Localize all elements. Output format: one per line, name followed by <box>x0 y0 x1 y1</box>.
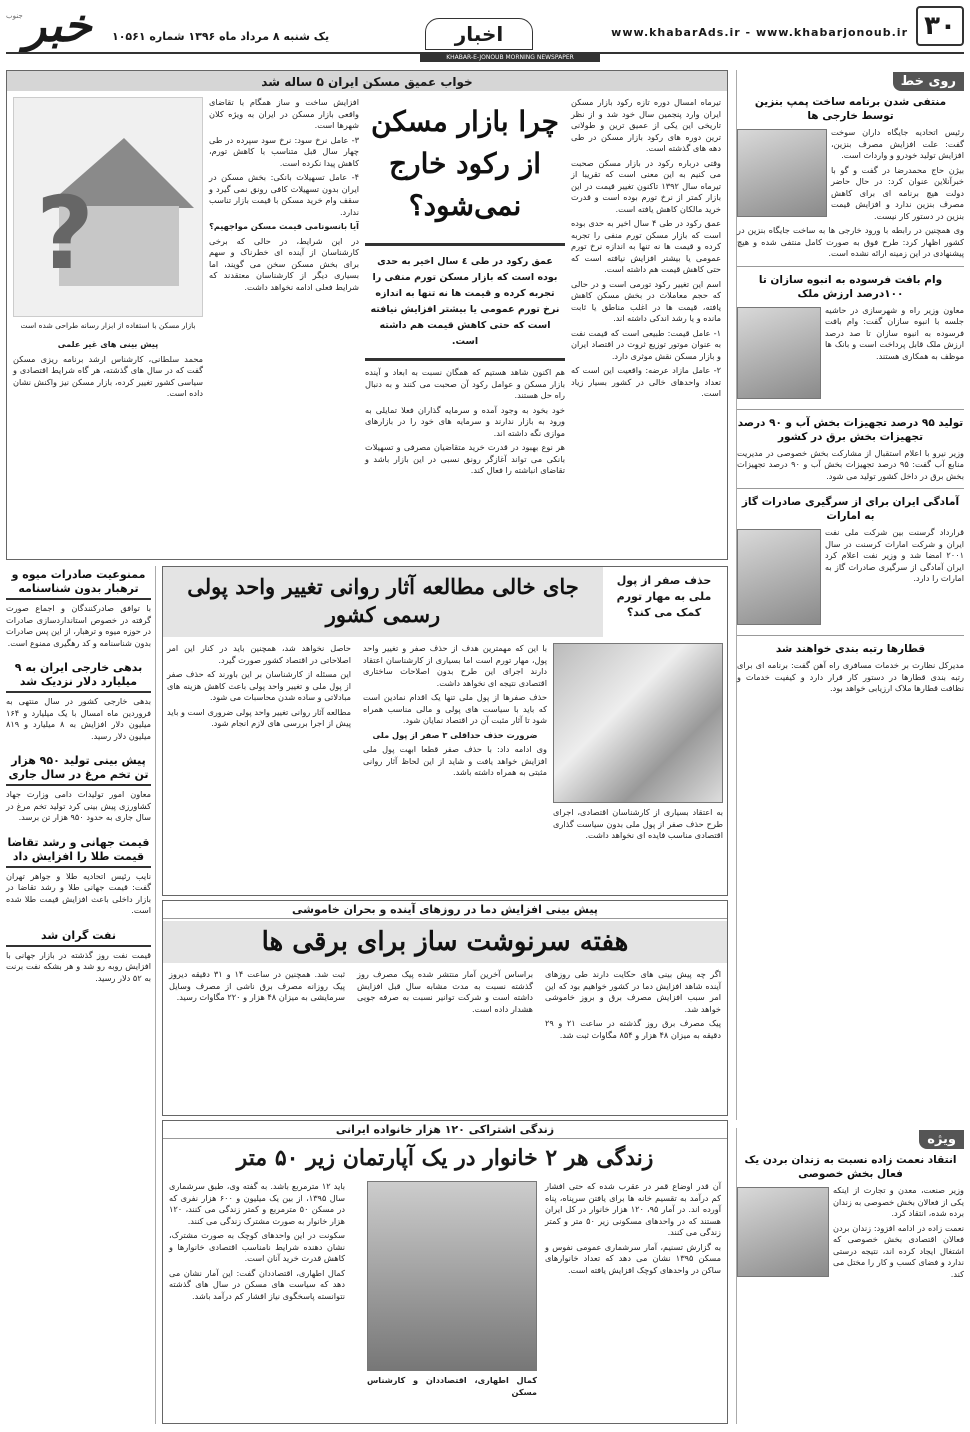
feature-col3 <box>209 97 359 296</box>
sidebar-bottom-label: ویژه <box>919 1130 964 1149</box>
sidebar-body-6: قرارداد گرسنت بین شرکت ملی نفت ایران و شرکت امارات کرسنت در سال ۲۰۰۱ امضا شد و وزیر نفت اعلام کرد ایران آمادگی از سرگیری صادرات گاز به امارات را دارد. <box>825 527 964 583</box>
feature-col1 <box>571 97 721 403</box>
paragraph: ضرورت حذف حداقلی ۳ صفر از پول ملی <box>372 729 538 740</box>
news-left-title-3: پیش بینی تولید ۹۵۰ هزار تن تخم مرغ در سال جاری <box>6 752 151 786</box>
paragraph: حاصل نخواهد شد، همچنین باید در کنار این امر اصلاحاتی در اقتصاد کشور صورت گیرد. <box>167 643 351 665</box>
section-tab <box>425 18 533 50</box>
electricity-col1 <box>545 969 721 1044</box>
sidebar-label: روی خط <box>893 72 964 91</box>
logo <box>6 0 106 56</box>
minister-photo-3 <box>737 529 821 625</box>
logo-sub: جنوب <box>6 12 23 20</box>
sidebar-bottom <box>736 1128 964 1424</box>
paragraph: ۴- عامل تسهیلات بانکی: بخش مسکن در ایران بدون تسهیلات کافی رونق نمی گیرد و سقف وام خرید مسکن با قیمت بازار تناسب ندارد. <box>209 172 359 217</box>
sidebar-body-7: مدیرکل نظارت بر خدمات مسافری راه آهن گفت: برنامه ای برای رتبه بندی قطارها در دستور کار قرار دارد و کیفیت خدمات و نظافت قطارها ملاک ارزیابی خواهد بود. <box>737 660 964 693</box>
feature-kicker-bar <box>7 71 727 91</box>
paragraph: براساس آخرین آمار منتشر شده پیک مصرف روز گذشته نسبت به مدت مشابه سال قبل افزایش داشته است و شرکت توانیر نسبت به صرفه جویی هشدار داده است. <box>357 969 533 1014</box>
paragraph: عمق رکود در طی ۴ سال اخیر به حدی بوده است که بازار مسکن تورم منفی را تجربه کرده و قیمت ها نه تنها به اندازه نرخ تورم عمومی یا بیشتر افزایش نیافته است که حتی کاهش قیمت هم داشته است. <box>571 218 721 274</box>
paragraph: سکونت در این واحدهای کوچک به صورت مشترک، نشان دهنده شرایط نامناسب اقتصادی خانوارها و کاهش قدرت خرید آنان است. <box>169 1230 345 1263</box>
paragraph: هم اکنون شاهد هستیم که همگان نسبت به ابعاد و آینده بازار مسکن و عوامل رکود آن صحبت می کنند و به دنبال راه حل هستند. <box>365 367 565 400</box>
news-left-body-5: قیمت نفت روز گذشته در بازار جهانی با افزایش روبه رو شد و هر بشکه نفت برنت به ۵۲ دلار رسید. <box>6 949 151 983</box>
currency-title: جای خالی مطالعه آثار روانی تغییر واحد پولی رسمی کشور <box>187 574 579 627</box>
news-left-body-3: معاون امور تولیدات دامی وزارت جهاد کشاورزی پیش بینی کرد تولید تخم مرغ در سال جاری به حدود ۹۵۰ هزار تن برسد. <box>6 789 151 822</box>
news-left-body-1: با توافق صادرکنندگان و اجماع صورت گرفته در خصوص استانداردسازی صادرات در حوزه میوه و ترهبار، از این پس صادرات بدون شناسنامه و کد رهگیری ممنوع است. <box>6 603 151 648</box>
currency-subtitle: حذف صفر از پول ملی به مهار تورم کمک می کند؟ <box>616 574 712 619</box>
feature-pullquote: عمق رکود در طی ٤ سال اخیر به حدی بوده است که بازار مسکن تورم منفی را تجربه کرده و قیمت ها نه تنها به اندازه نرخ تورم عمومی یا بیشتر افزایش نیافته است که حتی کاهش قیمت هم داشته است. <box>365 243 565 361</box>
shared-housing-col1 <box>545 1181 721 1279</box>
paragraph: آیا بانسونامی قیمت مسکن مواجهیم؟ <box>209 221 359 231</box>
sidebar-body-2: بیژن حاج محمدرضا در گفت و گو با خبرآنلاین عنوان کرد: در حال حاضر دولت هیچ برنامه ای برای کاهش مصرف بنزین ندارد و افزایش قیمت بنزین در دستور کار نیست. <box>831 164 964 221</box>
english-name: KHABAR-E-JONOUB MORNING NEWSPAPER <box>446 54 574 61</box>
electricity-col3 <box>169 969 345 1007</box>
news-left-title-5: نفت گران شد <box>6 927 151 947</box>
sidebar-body-1: رئیس اتحادیه جایگاه داران سوخت گفت: علت افزایش مصرف بنزین، افزایش تولید خودرو و واردات است. <box>831 127 964 160</box>
feature-title: چرا بازار مسکن از رکود خارج نمی‌شود؟ <box>371 105 559 222</box>
shared-housing-col3 <box>169 1181 345 1305</box>
paragraph: آن قدر اوضاع قمر در عقرب شده که حتی افشار کم درآمد به تقسیم خانه ها برای یافتن سرپناه، پناه آورده اند. در آمار ۹۵، ۱۲۰ هزار خانوار در کل ایران هستند که در واحدهای مسکونی زیر ۵۰ متر و کمتر زندگی می کنند. <box>545 1181 721 1237</box>
athari-photo <box>367 1181 537 1371</box>
sidebar-headline-2: وام بافت فرسوده به انبوه سازان تا ۱۰۰درصد ارزش ملک <box>758 273 943 300</box>
sidebar-top <box>736 70 964 1120</box>
house-question-photo <box>13 97 203 317</box>
news-left-body-4: نایب رئیس اتحادیه طلا و جواهر تهران گفت: قیمت جهانی طلا و رشد تقاضا در بازار داخلی باعث افزایش قیمت طلا شده است. <box>6 870 151 915</box>
sidebar-bottom-body-1: وزیر صنعت، معدن و تجارت از اینکه یکی از فعالان بخش خصوصی به زندان برده شده، انتقاد کرد. <box>833 1185 964 1218</box>
page-number: ۳۰ <box>924 11 956 41</box>
shared-housing-kicker: زندگی اشتراکی ۱۲۰ هزار خانواده ایرانی <box>163 1121 727 1139</box>
svg-text:?: ? <box>35 175 94 292</box>
feature-kicker: خواب عمیق مسکن ایران ۵ ساله شد <box>261 75 473 89</box>
minister-photo-2 <box>737 307 821 399</box>
news-left-body-2: بدهی خارجی کشور در سال منتهی به فروردین ماه امسال با یک میلیارد و ۱۶۴ میلیون دلار افزایش به ۸ میلیارد و ۸۱۹ میلیون دلار رسید. <box>6 696 151 741</box>
paragraph: کمال اطهاری، اقتصاددان گفت: این آمار نشان می دهد که سیاست های مسکن در سال های گذشته نتوانسته پاسخگوی نیاز اقشار کم درآمد باشد. <box>169 1267 345 1301</box>
sidebar-headline-4: آمادگی ایران برای از سرگیری صادرات گاز به امارات <box>741 496 960 522</box>
paragraph: این مسئله از کارشناسان بر این باورند که حذف صفر از پول ملی و تغییر واحد پولی باعث کاهش هزینه های مبادلاتی و ساده شدن محاسبات می شود. <box>167 669 351 702</box>
paragraph: وقتی درباره رکود در بازار مسکن صحبت می کنیم به این معنی است که تقریبا از تیرماه سال ۱۳۹۲ تاکنون تغییر قیمت در این بازار کمتر از نرخ تورم بوده است و قدرت خرید مالکان کاهش یافته است. <box>571 157 721 214</box>
electricity-kicker: پیش بینی افزایش دما در روزهای آینده و بحران خاموشی <box>163 901 727 919</box>
electricity-col2 <box>357 969 533 1018</box>
sidebar-body-3: وی همچنین در رابطه با ورود خارجی ها به ساخت جایگاه بنزین در کشور اظهار کرد: طرح فوق به صورت کامل منتفی شده و هیچ پیشنهادی در این زمینه ارائه نشده است. <box>737 225 964 258</box>
paragraph: در این شرایط، در حالی که برخی کارشناسان از آینده ای خطرناک و سهم برای بخش مسکن سخن می گویند، اما بسیاری دیگر از کارشناسان معتقدند که شرایط فعلی ادامه نخواهد داشت. <box>209 235 359 292</box>
paragraph: محمد سلطانی، کارشناس ارشد برنامه ریزی مسکن گفت که در سال های گذشته، هر گاه شرایط اقتصادی و سیاسی کشور تغییر کرده، بازار مسکن نیز واکنش نشان داده است. <box>13 353 203 398</box>
minister-photo-1 <box>737 129 827 217</box>
sidebar-headline-1: منتفی شدن برنامه ساخت پمپ بنزین توسط خارجی ها <box>754 96 947 122</box>
currency-title-banner <box>163 567 603 637</box>
website-line: www.khabarAds.ir - www.khabarjonoub.ir <box>611 26 908 39</box>
feature-title-block <box>365 97 565 480</box>
shared-housing-photo-caption: کمال اطهاری، اقتصاددان و کارشناس مسکن <box>367 1375 537 1397</box>
sidebar-bottom-body-2: نعمت زاده در ادامه افزود: زندان بردن فعالان اقتصادی بخش خصوصی که اشتغال ایجاد کرده اند، نتیجه درستی ندارد و فضای کسب و کار را مختل می کند. <box>833 1222 964 1279</box>
news-left-title-1: ممنوعیت صادرات میوه و ترهبار بدون شناسنامه <box>6 566 151 600</box>
paragraph: ۱- عامل قیمت: طبیعی است که قیمت نفت به عنوان موتور توزیع ثروت در اقتصاد ایران و بازار مسکن نقش موثری دارد. <box>571 327 721 361</box>
paragraph: ۲- عامل مازاد عرضه: واقعیت این است که تعداد واحدهای خالی در کشور بسیار زیاد است. <box>571 365 721 398</box>
section-title: اخبار <box>454 22 504 46</box>
feature-col4 <box>13 339 203 403</box>
english-strip <box>420 53 600 62</box>
feature-housing <box>6 70 728 560</box>
electricity-story <box>162 900 728 1116</box>
feature-col2 <box>365 367 565 477</box>
date-line: یک شنبه ۸ مرداد ماه ۱۳۹۶ شماره ۱۰۵۶۱ <box>112 30 330 43</box>
paragraph: پیش بینی های غیر علمی <box>57 339 159 349</box>
currency-story <box>162 566 728 896</box>
news-left-column <box>6 566 156 1424</box>
logo-text: خبر <box>24 0 92 52</box>
sidebar-bottom-headline: انتقاد نعمت زاده نسبت به زندان بردن یک فعال بخش خصوصی <box>744 1154 957 1180</box>
paragraph: هر نوع بهبود در قدرت خرید متقاضیان مصرفی و تسهیلات بانکی می تواند آغازگر رونق نسبی در این بازار باشد و تقاضای انباشته را فعال کند. <box>365 442 565 475</box>
paragraph: مطالعه آثار روانی تغییر واحد پولی ضروری است و باید پیش از اجرا بررسی های لازم انجام شود. <box>167 706 351 728</box>
paragraph: افزایش ساخت و ساز همگام با تقاضای واقعی بازار مسکن در ایران به ویژه کلان شهرها است. <box>209 97 359 130</box>
news-left-title-4: قیمت جهانی و رشد تقاضا قیمت طلا را افزایش داد <box>6 834 151 868</box>
page-number-box <box>916 6 964 46</box>
paragraph: با این که مهمترین هدف از حذف صفر و تغییر واحد پول، مهار تورم است اما بسیاری از کارشناسان اعتقاد دارند اجرای این طرح بدون اصلاحات ساختاری اقتصادی نتیجه ای نخواهد داشت. <box>363 643 547 688</box>
electricity-title-banner <box>163 921 727 963</box>
sidebar-headline-5: قطارها رتبه بندی خواهند شد <box>775 643 926 655</box>
paragraph: حذف صفرها از پول ملی تنها یک اقدام نمادین است که باید با سیاست های پولی و مالی مناسب همراه شود تا آثار مثبت آن در اقتصاد نمایان شود. <box>363 692 547 725</box>
nematzadeh-photo <box>737 1187 829 1277</box>
currency-photo-caption: به اعتقاد بسیاری از کارشناسان اقتصادی، اجرای طرح حذف صفر از پول ملی بدون سیاست گذاری اقتصادی مناسب فایده ای نخواهد داشت. <box>553 807 723 840</box>
paragraph: اگر چه پیش بینی های حکایت دارند طی روزهای آینده شاهد افزایش دما در کشور خواهیم بود که این امر سبب افزایش مصرف برق و بروز خاموشی خواهد شد. <box>545 969 721 1014</box>
photo-caption: بازار مسکن با استفاده از ابزار رسانه طراحی شده است <box>20 321 196 330</box>
paragraph: وی ادامه داد: با حذف صفر قطعا ابهت پول ملی افزایش خواهد یافت و شاید از این لحاظ آثار روانی مثبتی به همراه داشته باشد. <box>363 744 547 777</box>
paragraph: تیرماه امسال دوره تازه رکود بازار مسکن ایران وارد پنجمین سال خود شد و از نظر تاریخی این یکی از عمیق ترین و طولانی ترین دوره های رکود بازار مسکن در طی دهه های گذشته است. <box>571 97 721 153</box>
paragraph: باید ۱۲ مترمربع باشد. به گفته وی، طبق سرشماری سال ۱۳۹۵، از بین یک میلیون و ۶۰۰ هزار نفری که در مسکن ۵۰ مترمربع و کمتر زندگی می کنند، ۱۲۰ هزار خانوار به صورت مشترک زندگی می کنند. <box>169 1181 346 1226</box>
banknotes-photo <box>553 643 723 803</box>
shared-housing-title: زندگی هر ۲ خانوار در یک آپارتمان زیر ۵۰ متر <box>236 1145 654 1171</box>
currency-col2 <box>167 643 351 733</box>
shared-housing-story <box>162 1120 728 1424</box>
paragraph: به گزارش تسنیم، آمار سرشماری عمومی نفوس و مسکن ۱۳۹۵ نشان می دهد که تعداد خانوارهای ساکن در واحدهای کوچک افزایش یافته است. <box>545 1241 721 1275</box>
electricity-title: هفته سرنوشت ساز برای برقی ها <box>261 927 629 957</box>
paragraph: ثبت شد. همچنین در ساعت ۱۴ و ۳۱ دقیقه دیروز پیک روزانه مصرف برق ناشی از مصرف وسایل سرمایشی به میزان ۴۸ هزار و ۲۲۰ مگاوات رسید. <box>169 969 346 1002</box>
sidebar-body-5: وزیر نیرو با اعلام استقبال از مشارکت بخش خصوصی در مدیریت منابع آب گفت: ۹۵ درصد تجهیزات بخش آب و ۹۰ درصد تجهیزات بخش برق در داخل کشور تولید می شود. <box>737 447 964 481</box>
house-question-icon <box>14 98 202 316</box>
news-left-title-2: بدهی خارجی ایران به ۹ میلیارد دلار نزدیک شد <box>6 659 151 693</box>
paragraph: اسم این تغییر رکود تورمی است و در حالی که حجم معاملات در بخش مسکن کاهش یافته، قیمت ها در اغلب مناطق یا ثابت مانده و یا رشد اندکی داشته اند. <box>571 278 721 323</box>
paragraph: خود بخود به وجود آمده و سرمایه گذاران فعلا تمایلی به ورود به بازار ندارند و سرمایه های خود را در بازارهای موازی نگه داشته اند. <box>365 404 565 438</box>
sidebar-body-4: معاون وزیر راه و شهرسازی در حاشیه جلسه با انبوه سازان گفت: وام بافت فرسوده به انبوه سازان تا صد درصد ارزش ملک قابل پرداخت است و بانک ها موظف به همکاری هستند. <box>825 304 964 361</box>
sidebar-headline-3: تولید ۹۵ درصد تجهیزات بخش آب و ۹۰ درصد تجهیزات بخش برق در کشور <box>737 416 964 443</box>
paragraph: ۳- عامل نرخ سود: نرخ سود سپرده در طی چهار سال قبل متناسب با کاهش تورم، کاهش پیدا نکرده است. <box>209 134 359 168</box>
currency-col1 <box>363 643 547 782</box>
paragraph: پیک مصرف برق روز گذشته در ساعت ۲۱ و ۲۹ دقیقه به میزان ۴۸ هزار و ۸۵۴ مگاوات ثبت شد. <box>545 1018 721 1040</box>
masthead <box>0 0 970 62</box>
